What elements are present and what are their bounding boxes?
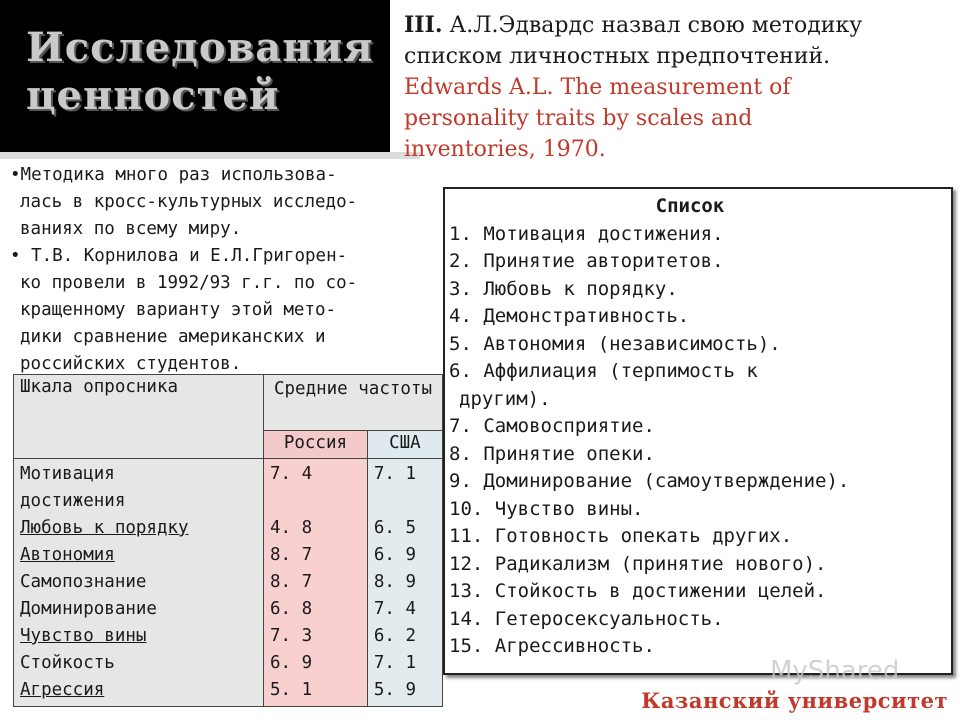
list-item-continuation: другим). <box>459 387 551 410</box>
list-item: 7. Самовосприятие. <box>449 415 655 437</box>
bullet-1-line-1: •Методика много раз использова- <box>10 165 337 185</box>
footer-university: Казанский университет <box>641 688 948 713</box>
us-value-2: 6. 5 <box>373 518 416 538</box>
russia-column <box>264 459 368 707</box>
list-item: 11. Готовность опекать других. <box>449 525 793 547</box>
us-value-5: 7. 4 <box>373 599 416 619</box>
header-average: Средние частоты <box>264 375 443 431</box>
list-title: Список <box>655 195 725 217</box>
bullet-2-line-1: • Т.В. Корнилова и Е.Л.Григорен- <box>10 246 348 266</box>
row-name-3: Автономия <box>20 545 115 565</box>
intro-line-1: А.Л.Эдвардс назвал свою методику <box>442 13 863 38</box>
list-item: 13. Стойкость в достижении целей. <box>449 580 827 602</box>
list-item: 12. Радикализм (принятие нового). <box>449 552 827 575</box>
list-item: 4. Демонстративность. <box>449 305 690 327</box>
section-number: III. <box>404 12 443 38</box>
row-name-7: Стойкость <box>20 653 115 673</box>
list-item: 1. Мотивация достижения. <box>449 222 724 245</box>
row-name-4: Самопознание <box>20 572 147 592</box>
us-value-7: 7. 1 <box>373 653 416 673</box>
list-item: 9. Доминирование (самоутверждение). <box>449 470 850 492</box>
header-usa: США <box>367 431 442 459</box>
us-value-3: 6. 9 <box>373 545 416 565</box>
ru-value-4: 8. 7 <box>270 572 313 592</box>
ru-value-2: 4. 8 <box>270 518 313 538</box>
row-name-1b: достижения <box>20 491 126 511</box>
list-item: 8. Принятие опеки. <box>449 442 655 465</box>
bullet-1-line-2: лась в кросс-культурных исследо- <box>20 192 358 212</box>
scales-list <box>443 187 953 675</box>
us-value-1: 7. 1 <box>373 464 416 484</box>
bullet-2-line-4: дики сравнение американских и <box>20 327 326 347</box>
row-name-6: Чувство вины <box>20 626 147 646</box>
reference-line-1: Edwards A.L. The measurement of <box>404 75 791 100</box>
list-item: 6. Аффилиация (терпимость к <box>449 360 758 382</box>
bullet-2-line-3: кращенному варианту этой мето- <box>20 300 337 320</box>
list-item: 5. Автономия (независимость). <box>449 332 781 355</box>
watermark-logo: MyShared <box>770 656 900 686</box>
usa-column <box>367 459 442 707</box>
title-line-1: Исследования <box>26 24 374 71</box>
title-line-2: ценностей <box>26 72 280 119</box>
list-item: 14. Гетеросексуальность. <box>449 607 724 630</box>
bullet-2-line-5: российских студентов. <box>20 354 242 374</box>
header-russia: Россия <box>264 431 368 459</box>
list-item: 3. Любовь к порядку. <box>449 277 678 300</box>
us-value-8: 5. 9 <box>373 680 416 700</box>
bullet-2-line-2: ко провели в 1992/93 г.г. по со- <box>20 273 358 293</box>
ru-value-8: 5. 1 <box>270 680 313 700</box>
list-item: 15. Агрессивность. <box>449 635 655 657</box>
scale-names-column <box>14 459 264 707</box>
bullet-1-line-3: ваниях по всему миру. <box>20 219 242 239</box>
frequency-table <box>13 374 443 707</box>
slide-title <box>0 0 390 152</box>
bullet-list <box>10 162 436 378</box>
ru-value-6: 7. 3 <box>270 626 313 646</box>
ru-value-7: 6. 9 <box>270 653 313 673</box>
ru-value-5: 6. 8 <box>270 599 313 619</box>
list-item: 2. Принятие авторитетов. <box>449 250 724 272</box>
ru-value-3: 8. 7 <box>270 545 313 565</box>
us-value-4: 8. 9 <box>373 572 416 592</box>
row-name-2: Любовь к порядку <box>20 518 189 538</box>
reference-line-2: personality traits by scales and <box>404 106 753 131</box>
row-name-8: Агрессия <box>20 680 105 700</box>
title-divider <box>0 152 420 159</box>
row-name-1a: Мотивация <box>20 464 115 484</box>
intro-text <box>404 10 960 165</box>
intro-line-2: списком личностных предпочтений. <box>404 44 831 69</box>
list-item: 10. Чувство вины. <box>449 497 644 520</box>
ru-value-1: 7. 4 <box>270 464 313 484</box>
row-name-5: Доминирование <box>20 599 157 619</box>
reference-line-3: inventories, 1970. <box>404 137 606 162</box>
us-value-6: 6. 2 <box>373 626 416 646</box>
header-scale: Шкала опросника <box>14 375 264 459</box>
